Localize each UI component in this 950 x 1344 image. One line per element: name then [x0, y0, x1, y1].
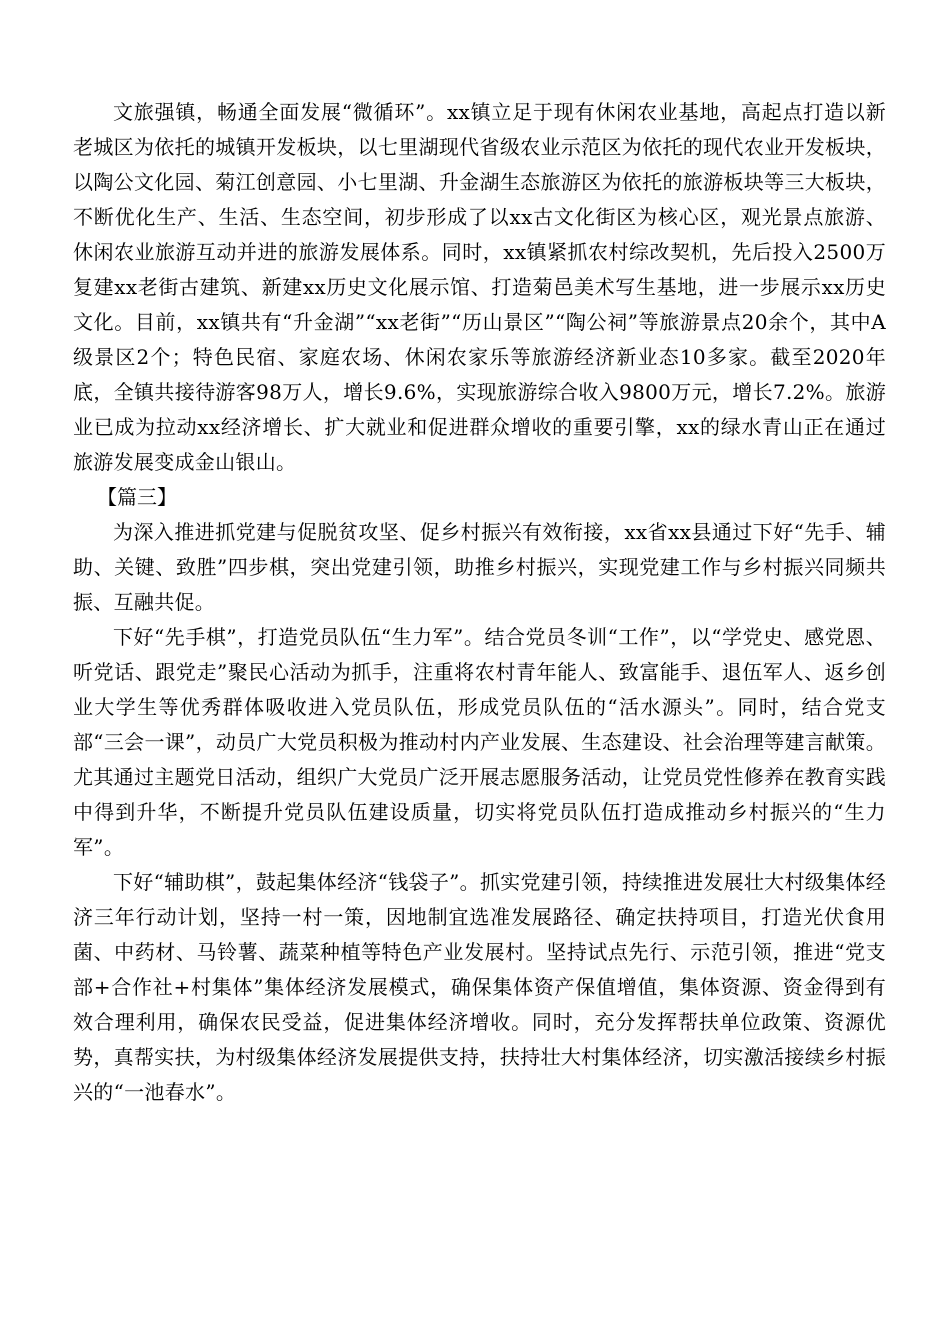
section-heading: 【篇三】 — [97, 485, 177, 509]
paragraph-support-move: 下好“辅助棋”，鼓起集体经济“钱袋子”。抓实党建引领，持续推进发展壮大村级集体经济三年行动计划，坚持一村一策，因地制宜选准发展路径、确定扶持项目，打造光伏食用菌、中药材、马铃薯、蔬菜种植等特色产业发展村。坚持试点先行、示范引领，推进“党支部+合作社+村集体”集体经济发展模式，确保集体资产保值增值，集体资源、资金得到有效合理利用，确保农民受益，促进集体经济增收。同时，充分发挥帮扶单位政策、资源优势，真帮实扶，为村级集体经济发展提供支持，扶持壮大村集体经济，切实激活接续乡村振兴的“一池春水”。 — [73, 870, 886, 1104]
document-page — [73, 95, 886, 1110]
paragraph-first-move: 下好“先手棋”，打造党员队伍“生力军”。结合党员冬训“工作”，以“学党史、感党恩、听党话、跟党走”聚民心活动为抓手，注重将农村青年能人、致富能手、退伍军人、返乡创业大学生等优秀群体吸收进入党员队伍，形成党员队伍的“活水源头”。同时，结合党支部“三会一课”，动员广大党员积极为推动村内产业发展、生态建设、社会治理等建言献策。尤其通过主题党日活动，组织广大党员广泛开展志愿服务活动，让党员党性修养在教育实践中得到升华，不断提升党员队伍建设质量，切实将党员队伍打造成推动乡村振兴的“生力军”。 — [73, 625, 886, 859]
paragraph-tourism: 文旅强镇，畅通全面发展“微循环”。xx镇立足于现有休闲农业基地，高起点打造以新老城区为依托的城镇开发板块，以七里湖现代省级农业示范区为依托的现代农业开发板块，以陶公文化园、菊江创意园、小七里湖、升金湖生态旅游区为依托的旅游板块等三大板块，不断优化生产、生活、生态空间，初步形成了以xx古文化街区为核心区，观光景点旅游、休闲农业旅游互动并进的旅游发展体系。同时，xx镇紧抓农村综改契机，先后投入2500万复建xx老街古建筑、新建xx历史文化展示馆、打造菊邑美术写生基地，进一步展示xx历史文化。目前，xx镇共有“升金湖”“xx老街”“历山景区”“陶公祠”等旅游景点20余个，其中A级景区2个；特色民宿、家庭农场、休闲农家乐等旅游经济新业态10多家。截至2020年底，全镇共接待游客98万人，增长9.6%，实现旅游综合收入9800万元，增长7.2%。旅游业已成为拉动xx经济增长、扩大就业和促进群众增收的重要引擎，xx的绿水青山正在通过旅游发展变成金山银山。 — [73, 100, 886, 474]
paragraph-intro: 为深入推进抓党建与促脱贫攻坚、促乡村振兴有效衔接，xx省xx县通过下好“先手、辅助、关键、致胜”四步棋，突出党建引领，助推乡村振兴，实现党建工作与乡村振兴同频共振、互融共促。 — [73, 520, 886, 614]
